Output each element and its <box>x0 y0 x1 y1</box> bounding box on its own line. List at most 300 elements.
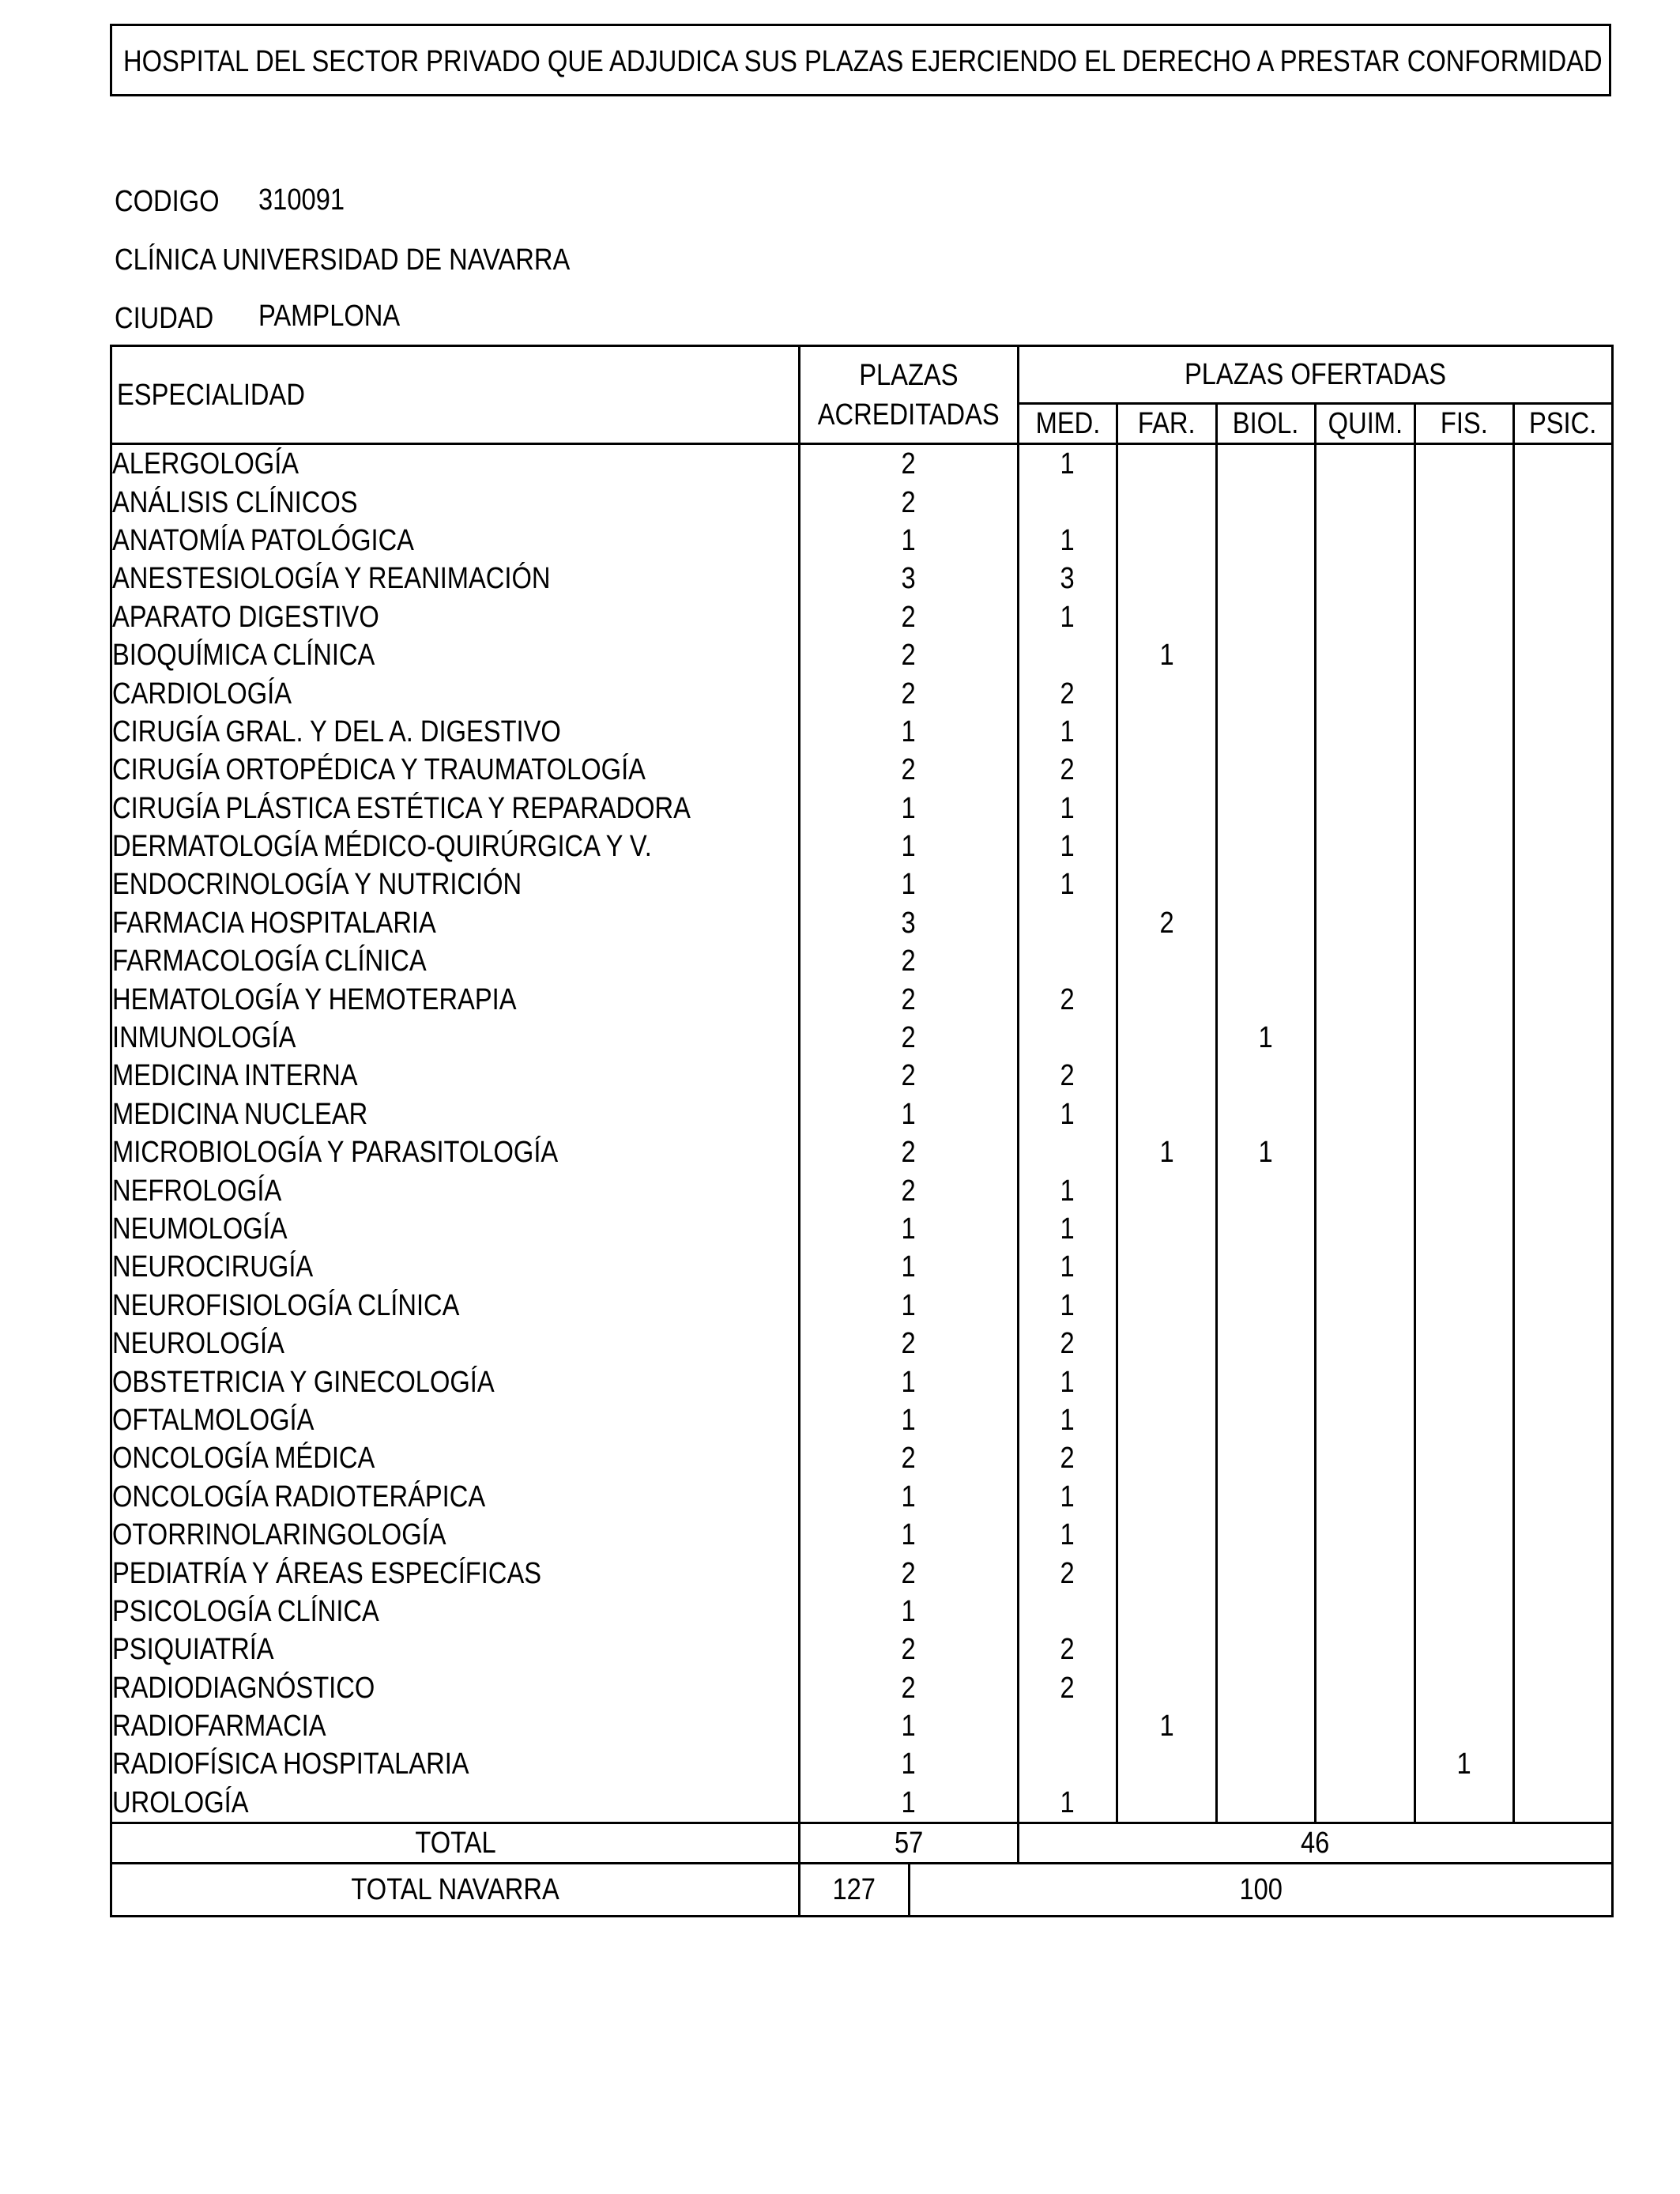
cell-acred: 1 <box>800 865 1019 903</box>
cell-acred: 2 <box>800 1554 1019 1592</box>
cell-psic <box>1514 1439 1613 1477</box>
cell-acred: 1 <box>800 1784 1019 1823</box>
cell-psic <box>1514 674 1613 712</box>
cell-quim <box>1316 980 1415 1018</box>
cell-far <box>1117 1745 1217 1783</box>
cell-med <box>1019 1019 1117 1057</box>
cell-fis <box>1415 1439 1514 1477</box>
cell-biol <box>1217 1669 1316 1707</box>
cell-biol <box>1217 1554 1316 1592</box>
specialty-name: INMUNOLOGÍA <box>111 1019 800 1057</box>
cell-far <box>1117 1554 1217 1592</box>
table-row <box>111 1478 1613 1516</box>
cell-psic <box>1514 790 1613 827</box>
table-row <box>111 942 1613 980</box>
cell-psic <box>1514 598 1613 636</box>
table-row <box>111 1439 1613 1477</box>
cell-fis <box>1415 1478 1514 1516</box>
cell-fis <box>1415 1171 1514 1209</box>
header-psic: PSIC. <box>1514 404 1613 444</box>
cell-far <box>1117 865 1217 903</box>
cell-far <box>1117 1019 1217 1057</box>
cell-med: 1 <box>1019 713 1117 751</box>
table-row <box>111 1707 1613 1745</box>
cell-far <box>1117 1784 1217 1823</box>
total-ofertadas: 46 <box>1019 1823 1613 1864</box>
cell-biol <box>1217 1363 1316 1400</box>
cell-biol <box>1217 1745 1316 1783</box>
cell-quim <box>1316 636 1415 674</box>
cell-far <box>1117 1401 1217 1439</box>
cell-quim <box>1316 713 1415 751</box>
cell-far <box>1117 1516 1217 1554</box>
cell-quim <box>1316 444 1415 484</box>
specialty-name: ANÁLISIS CLÍNICOS <box>111 483 800 521</box>
specialty-name: ALERGOLOGÍA <box>111 444 800 484</box>
cell-fis <box>1415 904 1514 942</box>
total-navarra-ofertadas: 100 <box>910 1864 1613 1917</box>
cell-far <box>1117 980 1217 1018</box>
cell-psic <box>1514 1669 1613 1707</box>
cell-med: 2 <box>1019 1669 1117 1707</box>
cell-quim <box>1316 904 1415 942</box>
specialty-name: OFTALMOLOGÍA <box>111 1401 800 1439</box>
total-navarra-row <box>111 1864 1613 1917</box>
cell-med: 1 <box>1019 1784 1117 1823</box>
cell-far <box>1117 790 1217 827</box>
cell-psic <box>1514 980 1613 1018</box>
cell-quim <box>1316 483 1415 521</box>
cell-med: 1 <box>1019 1095 1117 1133</box>
cell-quim <box>1316 1593 1415 1630</box>
cell-fis <box>1415 1210 1514 1248</box>
table-row <box>111 674 1613 712</box>
cell-quim <box>1316 1516 1415 1554</box>
cell-med: 1 <box>1019 1478 1117 1516</box>
cell-med: 2 <box>1019 674 1117 712</box>
specialty-name: NEFROLOGÍA <box>111 1171 800 1209</box>
cell-med: 1 <box>1019 1248 1117 1286</box>
cell-quim <box>1316 1478 1415 1516</box>
cell-acred: 1 <box>800 790 1019 827</box>
cell-fis <box>1415 1287 1514 1325</box>
total-acreditadas: 57 <box>800 1823 1019 1864</box>
cell-med: 1 <box>1019 1516 1117 1554</box>
cell-psic <box>1514 1784 1613 1823</box>
cell-far <box>1117 942 1217 980</box>
cell-biol <box>1217 713 1316 751</box>
cell-med: 2 <box>1019 751 1117 789</box>
cell-acred: 1 <box>800 1478 1019 1516</box>
cell-far <box>1117 674 1217 712</box>
specialty-name: ENDOCRINOLOGÍA Y NUTRICIÓN <box>111 865 800 903</box>
cell-far <box>1117 1630 1217 1668</box>
header-quim: QUIM. <box>1316 404 1415 444</box>
cell-quim <box>1316 1325 1415 1363</box>
cell-med: 1 <box>1019 827 1117 865</box>
cell-med: 1 <box>1019 1171 1117 1209</box>
cell-med <box>1019 483 1117 521</box>
cell-fis <box>1415 560 1514 598</box>
cell-fis <box>1415 1669 1514 1707</box>
cell-psic <box>1514 1019 1613 1057</box>
cell-med: 1 <box>1019 1287 1117 1325</box>
cell-biol <box>1217 1325 1316 1363</box>
specialty-name: HEMATOLOGÍA Y HEMOTERAPIA <box>111 980 800 1018</box>
cell-quim <box>1316 674 1415 712</box>
cell-psic <box>1514 1057 1613 1095</box>
table-row <box>111 751 1613 789</box>
table-row <box>111 1593 1613 1630</box>
cell-acred: 1 <box>800 1248 1019 1286</box>
cell-quim <box>1316 790 1415 827</box>
specialty-name: ONCOLOGÍA RADIOTERÁPICA <box>111 1478 800 1516</box>
cell-fis <box>1415 444 1514 484</box>
cell-far <box>1117 1057 1217 1095</box>
table-row <box>111 1554 1613 1592</box>
cell-biol <box>1217 1707 1316 1745</box>
table-row <box>111 1287 1613 1325</box>
cell-acred: 2 <box>800 980 1019 1018</box>
cell-psic <box>1514 751 1613 789</box>
cell-quim <box>1316 827 1415 865</box>
table-row <box>111 1095 1613 1133</box>
cell-psic <box>1514 560 1613 598</box>
cell-quim <box>1316 1439 1415 1477</box>
header-especialidad: ESPECIALIDAD <box>111 346 800 444</box>
cell-far: 1 <box>1117 636 1217 674</box>
table-row <box>111 522 1613 560</box>
cell-quim <box>1316 751 1415 789</box>
cell-far <box>1117 560 1217 598</box>
cell-fis <box>1415 980 1514 1018</box>
total-label: TOTAL <box>111 1823 800 1864</box>
cell-acred: 1 <box>800 1095 1019 1133</box>
cell-biol <box>1217 751 1316 789</box>
cell-fis <box>1415 1133 1514 1171</box>
plazas-table <box>110 345 1614 1864</box>
specialty-name: CARDIOLOGÍA <box>111 674 800 712</box>
cell-med: 1 <box>1019 865 1117 903</box>
table-row <box>111 1745 1613 1783</box>
cell-fis <box>1415 1707 1514 1745</box>
cell-psic <box>1514 1516 1613 1554</box>
cell-med: 2 <box>1019 1325 1117 1363</box>
cell-med: 1 <box>1019 1210 1117 1248</box>
cell-quim <box>1316 1630 1415 1668</box>
cell-far <box>1117 1669 1217 1707</box>
cell-acred: 2 <box>800 483 1019 521</box>
cell-quim <box>1316 522 1415 560</box>
specialty-name: PSICOLOGÍA CLÍNICA <box>111 1593 800 1630</box>
cell-biol <box>1217 1630 1316 1668</box>
cell-med: 2 <box>1019 1057 1117 1095</box>
cell-fis <box>1415 1057 1514 1095</box>
header-far: FAR. <box>1117 404 1217 444</box>
cell-psic <box>1514 1095 1613 1133</box>
cell-biol <box>1217 1439 1316 1477</box>
total-row <box>111 1823 1613 1864</box>
table-row <box>111 1401 1613 1439</box>
cell-far <box>1117 1210 1217 1248</box>
cell-fis <box>1415 865 1514 903</box>
cell-quim <box>1316 560 1415 598</box>
cell-fis <box>1415 1248 1514 1286</box>
table-row <box>111 713 1613 751</box>
specialty-name: NEUROCIRUGÍA <box>111 1248 800 1286</box>
table-row <box>111 1784 1613 1823</box>
cell-psic <box>1514 827 1613 865</box>
cell-psic <box>1514 1630 1613 1668</box>
cell-far <box>1117 1287 1217 1325</box>
cell-fis <box>1415 674 1514 712</box>
header-fis: FIS. <box>1415 404 1514 444</box>
cell-biol: 1 <box>1217 1019 1316 1057</box>
cell-acred: 1 <box>800 1593 1019 1630</box>
cell-psic <box>1514 522 1613 560</box>
cell-biol <box>1217 1095 1316 1133</box>
cell-med: 2 <box>1019 1554 1117 1592</box>
cell-fis <box>1415 1784 1514 1823</box>
cell-fis <box>1415 1095 1514 1133</box>
cell-biol <box>1217 1171 1316 1209</box>
cell-quim <box>1316 1210 1415 1248</box>
table-row <box>111 904 1613 942</box>
table-row <box>111 1363 1613 1400</box>
specialty-name: OTORRINOLARINGOLOGÍA <box>111 1516 800 1554</box>
cell-far: 2 <box>1117 904 1217 942</box>
specialty-name: ANESTESIOLOGÍA Y REANIMACIÓN <box>111 560 800 598</box>
cell-quim <box>1316 1363 1415 1400</box>
cell-psic <box>1514 1171 1613 1209</box>
cell-quim <box>1316 1287 1415 1325</box>
specialty-name: PEDIATRÍA Y ÁREAS ESPECÍFICAS <box>111 1554 800 1592</box>
specialty-name: BIOQUÍMICA CLÍNICA <box>111 636 800 674</box>
specialty-name: OBSTETRICIA Y GINECOLOGÍA <box>111 1363 800 1400</box>
specialty-name: RADIOFÍSICA HOSPITALARIA <box>111 1745 800 1783</box>
cell-acred: 2 <box>800 1057 1019 1095</box>
cell-far <box>1117 483 1217 521</box>
cell-fis <box>1415 1516 1514 1554</box>
cell-fis <box>1415 1554 1514 1592</box>
cell-far <box>1117 1248 1217 1286</box>
table-row <box>111 790 1613 827</box>
specialty-name: NEUROLOGÍA <box>111 1325 800 1363</box>
cell-far <box>1117 1478 1217 1516</box>
cell-far <box>1117 522 1217 560</box>
document-header-box <box>110 24 1611 96</box>
codigo-label: CODIGO <box>115 185 220 218</box>
cell-med: 1 <box>1019 598 1117 636</box>
specialty-name: CIRUGÍA ORTOPÉDICA Y TRAUMATOLOGÍA <box>111 751 800 789</box>
cell-med <box>1019 1133 1117 1171</box>
table-row <box>111 483 1613 521</box>
cell-biol <box>1217 827 1316 865</box>
cell-acred: 2 <box>800 444 1019 484</box>
cell-acred: 2 <box>800 1019 1019 1057</box>
table-row <box>111 827 1613 865</box>
table-row <box>111 1171 1613 1209</box>
cell-med <box>1019 1593 1117 1630</box>
specialty-name: CIRUGÍA GRAL. Y DEL A. DIGESTIVO <box>111 713 800 751</box>
specialty-name: MEDICINA NUCLEAR <box>111 1095 800 1133</box>
cell-med: 2 <box>1019 1439 1117 1477</box>
cell-far: 1 <box>1117 1133 1217 1171</box>
cell-fis <box>1415 598 1514 636</box>
codigo-value: 310091 <box>258 183 345 217</box>
cell-quim <box>1316 1133 1415 1171</box>
table-row <box>111 1057 1613 1095</box>
cell-quim <box>1316 1019 1415 1057</box>
specialty-name: ONCOLOGÍA MÉDICA <box>111 1439 800 1477</box>
cell-biol <box>1217 444 1316 484</box>
table-row <box>111 1248 1613 1286</box>
cell-acred: 1 <box>800 1707 1019 1745</box>
specialty-name: DERMATOLOGÍA MÉDICO-QUIRÚRGICA Y V. <box>111 827 800 865</box>
cell-biol <box>1217 904 1316 942</box>
header-plazas-acreditadas: PLAZAS ACREDITADAS <box>800 346 1019 444</box>
cell-acred: 3 <box>800 560 1019 598</box>
cell-acred: 1 <box>800 1287 1019 1325</box>
cell-psic <box>1514 1248 1613 1286</box>
cell-med <box>1019 1745 1117 1783</box>
cell-biol <box>1217 1401 1316 1439</box>
specialty-name: MEDICINA INTERNA <box>111 1057 800 1095</box>
cell-acred: 1 <box>800 1210 1019 1248</box>
cell-quim <box>1316 1401 1415 1439</box>
cell-biol <box>1217 1516 1316 1554</box>
cell-psic <box>1514 1707 1613 1745</box>
cell-med: 3 <box>1019 560 1117 598</box>
table-row <box>111 1019 1613 1057</box>
cell-acred: 2 <box>800 1133 1019 1171</box>
cell-med <box>1019 942 1117 980</box>
cell-acred: 2 <box>800 1630 1019 1668</box>
cell-quim <box>1316 1784 1415 1823</box>
cell-biol <box>1217 1784 1316 1823</box>
cell-far <box>1117 1593 1217 1630</box>
specialty-name: FARMACOLOGÍA CLÍNICA <box>111 942 800 980</box>
cell-acred: 1 <box>800 522 1019 560</box>
cell-biol <box>1217 942 1316 980</box>
cell-acred: 2 <box>800 751 1019 789</box>
cell-quim <box>1316 1669 1415 1707</box>
cell-biol <box>1217 1210 1316 1248</box>
cell-acred: 2 <box>800 598 1019 636</box>
cell-far <box>1117 598 1217 636</box>
cell-fis: 1 <box>1415 1745 1514 1783</box>
cell-psic <box>1514 444 1613 484</box>
specialty-name: FARMACIA HOSPITALARIA <box>111 904 800 942</box>
cell-biol <box>1217 636 1316 674</box>
cell-biol <box>1217 674 1316 712</box>
cell-far <box>1117 1363 1217 1400</box>
table-row <box>111 865 1613 903</box>
cell-biol <box>1217 790 1316 827</box>
specialty-name: MICROBIOLOGÍA Y PARASITOLOGÍA <box>111 1133 800 1171</box>
cell-acred: 1 <box>800 827 1019 865</box>
cell-quim <box>1316 1707 1415 1745</box>
cell-fis <box>1415 1593 1514 1630</box>
cell-acred: 1 <box>800 713 1019 751</box>
table-row <box>111 444 1613 484</box>
cell-psic <box>1514 1478 1613 1516</box>
cell-biol <box>1217 522 1316 560</box>
cell-quim <box>1316 598 1415 636</box>
specialty-name: NEUMOLOGÍA <box>111 1210 800 1248</box>
cell-fis <box>1415 522 1514 560</box>
cell-quim <box>1316 1745 1415 1783</box>
cell-psic <box>1514 1133 1613 1171</box>
cell-biol <box>1217 1478 1316 1516</box>
cell-med: 1 <box>1019 444 1117 484</box>
specialty-name: PSIQUIATRÍA <box>111 1630 800 1668</box>
total-navarra-acreditadas: 127 <box>800 1864 910 1917</box>
hospital-name: CLÍNICA UNIVERSIDAD DE NAVARRA <box>115 243 571 277</box>
cell-med: 1 <box>1019 522 1117 560</box>
cell-quim <box>1316 1171 1415 1209</box>
cell-far <box>1117 751 1217 789</box>
cell-fis <box>1415 942 1514 980</box>
cell-med <box>1019 1707 1117 1745</box>
cell-acred: 2 <box>800 1669 1019 1707</box>
cell-biol <box>1217 1057 1316 1095</box>
cell-psic <box>1514 1593 1613 1630</box>
cell-med <box>1019 904 1117 942</box>
cell-psic <box>1514 904 1613 942</box>
cell-biol: 1 <box>1217 1133 1316 1171</box>
cell-fis <box>1415 636 1514 674</box>
cell-biol <box>1217 1248 1316 1286</box>
cell-fis <box>1415 1019 1514 1057</box>
specialty-name: ANATOMÍA PATOLÓGICA <box>111 522 800 560</box>
cell-far <box>1117 444 1217 484</box>
cell-psic <box>1514 1401 1613 1439</box>
cell-fis <box>1415 1363 1514 1400</box>
cell-fis <box>1415 1325 1514 1363</box>
specialty-name: RADIOFARMACIA <box>111 1707 800 1745</box>
ciudad-value: PAMPLONA <box>258 300 401 333</box>
cell-far <box>1117 713 1217 751</box>
cell-far <box>1117 1439 1217 1477</box>
header-med: MED. <box>1019 404 1117 444</box>
cell-psic <box>1514 1554 1613 1592</box>
cell-psic <box>1514 1210 1613 1248</box>
cell-biol <box>1217 980 1316 1018</box>
cell-far <box>1117 1325 1217 1363</box>
cell-far <box>1117 1171 1217 1209</box>
cell-acred: 3 <box>800 904 1019 942</box>
document-title: HOSPITAL DEL SECTOR PRIVADO QUE ADJUDICA SUS PLAZAS EJERCIENDO EL DERECHO A PRESTAR CONFORMIDAD <box>123 45 1603 78</box>
cell-biol <box>1217 598 1316 636</box>
cell-fis <box>1415 713 1514 751</box>
total-navarra-label: TOTAL NAVARRA <box>111 1864 800 1917</box>
cell-acred: 2 <box>800 942 1019 980</box>
cell-far <box>1117 1095 1217 1133</box>
cell-fis <box>1415 827 1514 865</box>
cell-med <box>1019 636 1117 674</box>
cell-biol <box>1217 1287 1316 1325</box>
cell-psic <box>1514 636 1613 674</box>
cell-fis <box>1415 751 1514 789</box>
cell-acred: 1 <box>800 1401 1019 1439</box>
cell-acred: 1 <box>800 1745 1019 1783</box>
specialty-name: APARATO DIGESTIVO <box>111 598 800 636</box>
table-row <box>111 1325 1613 1363</box>
table-row <box>111 598 1613 636</box>
cell-fis <box>1415 790 1514 827</box>
table-row <box>111 560 1613 598</box>
